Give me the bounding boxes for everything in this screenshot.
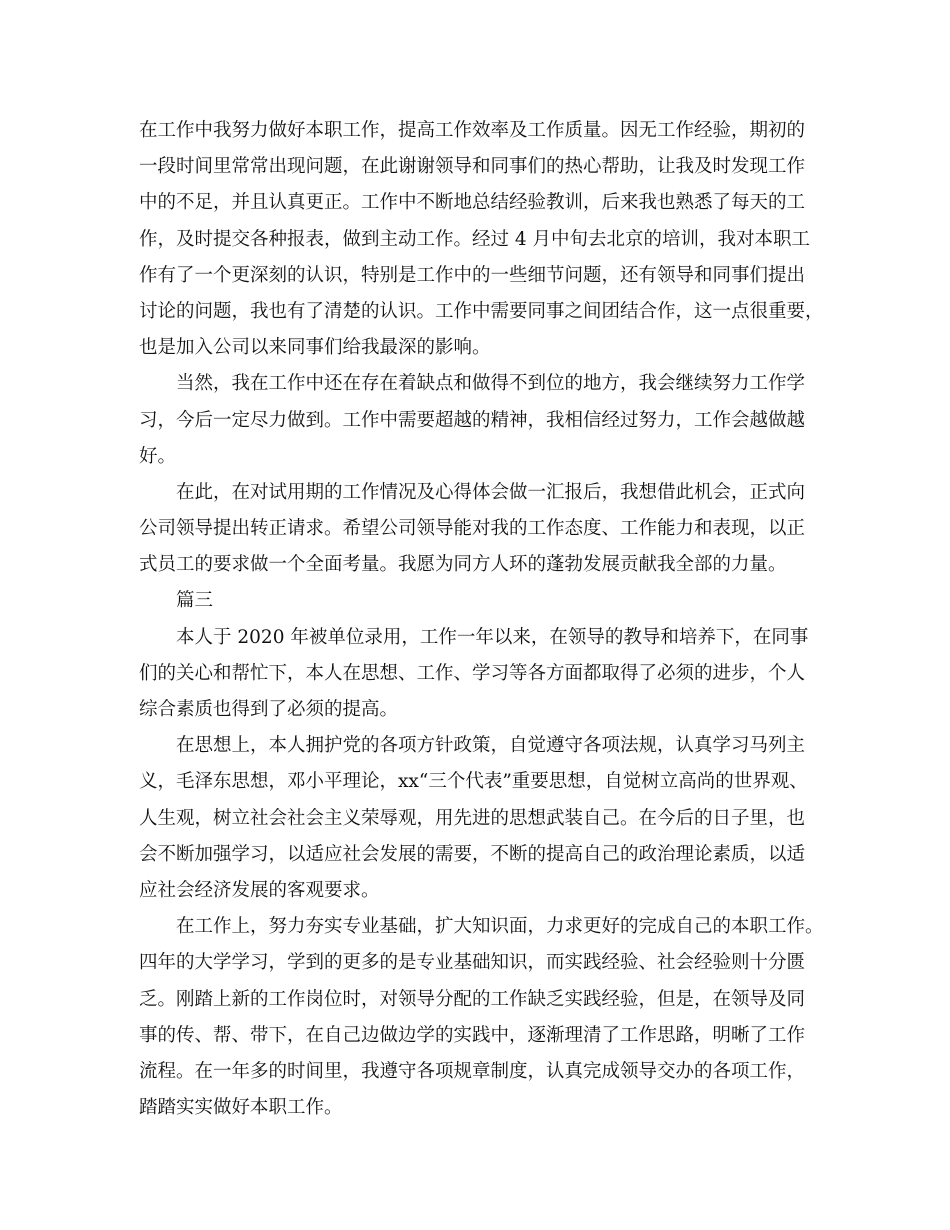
text-line: 一段时间里常常出现问题，在此谢谢领导和同事们的热心帮助，让我及时发现工作: [139, 156, 806, 178]
text-line: 应社会经济发展的客观要求。: [139, 879, 380, 901]
text-line: 在此，在对试用期的工作情况及心得体会做一汇报后，我想借此机会，正式向: [176, 481, 806, 503]
text-line: 作有了一个更深刻的认识，特别是工作中的一些细节问题，还有领导和同事们提出: [139, 264, 806, 286]
text-line: 乏。刚踏上新的工作岗位时，对领导分配的工作缺乏实践经验，但是，在领导及同: [139, 988, 806, 1010]
text-line: 综合素质也得到了必须的提高。: [139, 699, 399, 720]
text-line: 公司领导提出转正请求。希望公司领导能对我的工作态度、工作能力和表现，以正: [139, 518, 806, 540]
text-line: 义，毛泽东思想，邓小平理论，xx“三个代表”重要思想，自觉树立高尚的世界观、: [139, 771, 808, 793]
document-body: [139, 113, 829, 1126]
text-line: 中的不足，并且认真更正。工作中不断地总结经验教训，后来我也熟悉了每天的工: [139, 192, 806, 214]
text-line: 在工作上，努力夯实专业基础，扩大知识面，力求更好的完成自己的本职工作。: [176, 916, 824, 938]
text-line: 事的传、帮、带下，在自己边做边学的实践中，逐渐理清了工作思路，明晰了工作: [139, 1024, 806, 1046]
text-line: 也是加入公司以来同事们给我最深的影响。: [139, 337, 491, 359]
text-line: 流程。在一年多的时间里，我遵守各项规章制度，认真完成领导交办的各项工作，: [139, 1060, 806, 1082]
text-line: 习，今后一定尽力做到。工作中需要超越的精神，我相信经过努力，工作会越做越: [139, 409, 806, 431]
text-line: 式员工的要求做一个全面考量。我愿为同方人环的蓬勃发展贡献我全部的力量。: [139, 554, 787, 576]
text-line: 们的关心和帮忙下，本人在思想、工作、学习等各方面都取得了必须的进步，个人: [139, 662, 806, 684]
text-line: 好。: [139, 445, 177, 467]
text-line: 本人于 2020 年被单位录用，工作一年以来，在领导的教导和培养下，在同事: [176, 626, 809, 648]
text-line: 在工作中我努力做好本职工作，提高工作效率及工作质量。因无工作经验，期初的: [139, 120, 806, 141]
text-line: 踏踏实实做好本职工作。: [139, 1097, 343, 1119]
section-heading: 篇三: [176, 590, 214, 612]
text-line: 在思想上，本人拥护党的各项方针政策，自觉遵守各项法规，认真学习马列主: [176, 735, 806, 757]
text-line: 讨论的问题，我也有了清楚的认识。工作中需要同事之间团结合作，这一点很重要，: [139, 300, 824, 322]
text-line: 作，及时提交各种报表，做到主动工作。经过 4 月中旬去北京的培训，我对本职工: [139, 228, 811, 250]
text-line: 人生观，树立社会社会主义荣辱观，用先进的思想武装自己。在今后的日子里，也: [139, 807, 806, 829]
text-line: 四年的大学学习，学到的更多的是专业基础知识，而实践经验、社会经验则十分匮: [139, 952, 806, 974]
text-line: 会不断加强学习，以适应社会发展的需要，不断的提高自己的政治理论素质，以适: [139, 843, 806, 865]
text-line: 当然，我在工作中还在存在着缺点和做得不到位的地方，我会继续努力工作学: [176, 373, 806, 395]
